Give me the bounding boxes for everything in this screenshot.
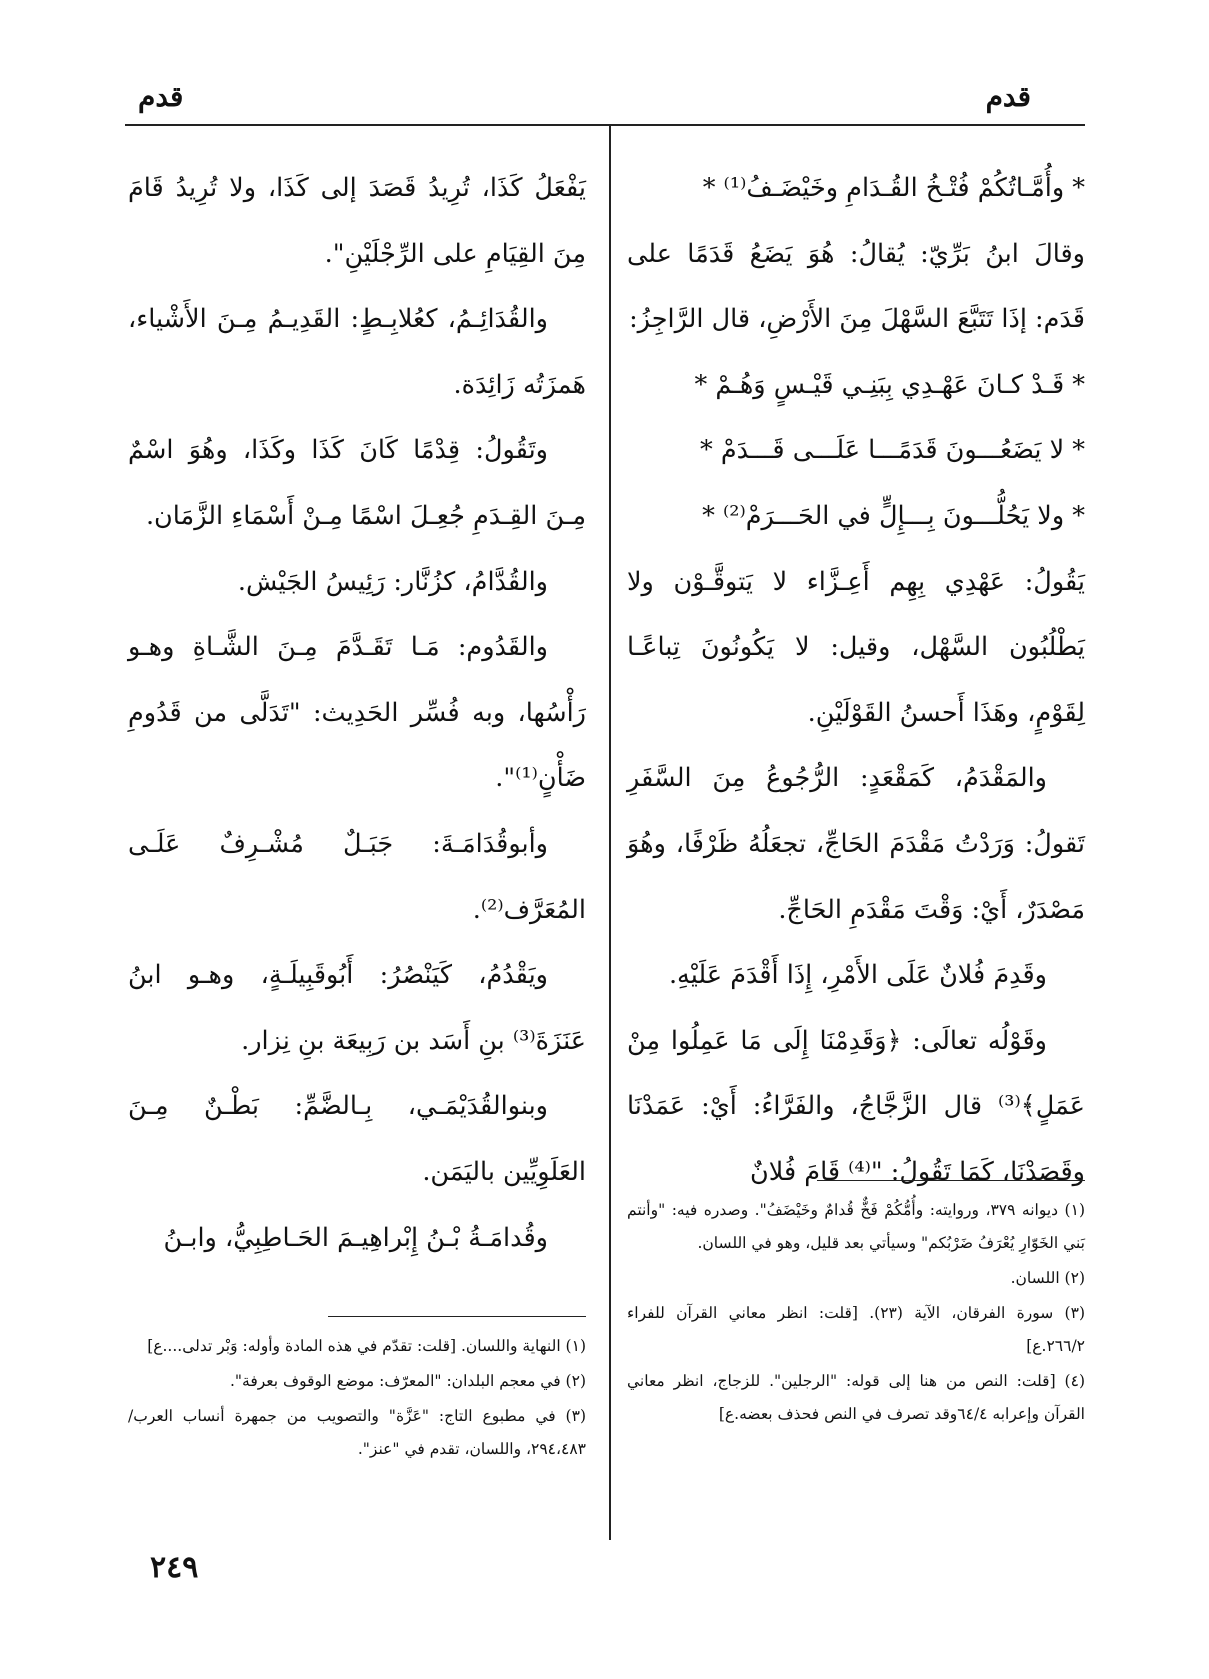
- footnote: (١) ديوانه ٣٧٩، وروايته: وأُمُّكُمْ فَخٌّ قُدامٌ وخَيْضَفُ". وصدره فيه: "وأنتم بَني الخَوّارِ يُعْرَفُ ضَرْبُكم" وسيأتي بعد قليل، وهو في اللسان.: [627, 1201, 1085, 1252]
- footnote-rule-left: [328, 1316, 586, 1317]
- verse-line: * قَـدْ كـانَ عَهْـدِي بِبَنِـي قَيْـسٍ وَهُـمْ *: [694, 369, 1085, 400]
- left-column: [128, 156, 586, 1271]
- footnote: (٣) في مطبوع التاج: "عَزَّة" والتصويب من جمهرة أنساب العرب/٢٩٤،٤٨٣، واللسان، تقدم في "عنز".: [128, 1407, 586, 1458]
- verse-line: * لا يَضَعُـــونَ قَدَمًـــا عَلَـــى قَـــدَمْ *: [699, 435, 1085, 466]
- running-header-left: قدم: [138, 80, 184, 113]
- footnotes-left: [128, 1330, 586, 1468]
- header-rule: [125, 124, 1085, 126]
- paragraph: وتَقُولُ: قِدْمًا كَانَ كَذَا وكَذَا، وهُوَ اسْمٌ مِـنَ القِـدَمِ جُعِـلَ اسْمًا مِـنْ أَسْمَاءِ الزَّمَان.: [128, 435, 586, 531]
- paragraph: يَفْعَلُ كَذَا، تُرِيدُ قَصَدَ إلى كَذَا، ولا تُرِيدُ قَامَ مِنَ القِيَامِ على الرِّجْلَيْنِ".: [128, 173, 586, 269]
- paragraph: وأبوقُدَامَـةَ: جَبَـلٌ مُشْـرِفٌ عَلَـى المُعَرَّف⁽²⁾.: [128, 828, 586, 925]
- footnote: (٣) سورة الفرقان، الآية (٢٣). [قلت: انظر معاني القرآن للفراء ٢٦٦/٢.ع]: [627, 1304, 1085, 1355]
- footnote: (١) النهاية واللسان. [قلت: تقدّم في هذه المادة وأوله: وَبْر تدلى....ع]: [147, 1337, 586, 1355]
- paragraph: وقَوْلُه تعالَى: ﴿وَقَدِمْنَا إِلَى مَا عَمِلُوا مِنْ عَمَلٍ﴾⁽³⁾ قال الزَّجَّاجُ، والفَرَّاءُ: أَيْ: عَمَدْنَا وقَصَدْنَا، كَمَا تَقُولُ: "⁽⁴⁾ قَامَ فُلانٌ: [627, 1025, 1085, 1187]
- running-header-right: قدم: [985, 80, 1031, 113]
- paragraph: وقالَ ابنُ بَرِّيّ: يُقالُ: هُوَ يَضَعُ قَدَمًا على قَدَم: إذَا تَتَبَّعَ السَّهْلَ مِنَ الأَرْضِ، قال الرَّاجِزُ:: [627, 238, 1085, 335]
- verse-line: * ولا يَحُلُّـــونَ بِـــإِلٍّ في الحَـــرَمْ⁽²⁾ *: [702, 500, 1085, 531]
- paragraph: والقَدُوم: مَـا تَقَـدَّمَ مِـنَ الشَّـاةِ وهـو رَأْسُها، وبه فُسِّر الحَدِيث: "تَدَلَّى من قَدُومِ ضَأْنٍ⁽¹⁾".: [128, 632, 586, 794]
- paragraph: يَقُولُ: عَهْدِي بِهِم أَعِـزَّاء لا يَتوقَّـوْن ولا يَطْلُبُون السَّهْل، وقيل: لا يَكُونُونَ تِباعًـا لِقَوْمٍ، وهَذَا أَحسنُ القَوْلَيْنِ.: [627, 566, 1085, 728]
- footnote-rule-right: [817, 1180, 1085, 1181]
- paragraph: ويَقْدُمُ، كَيَنْصُرُ: أَبُوقَبِيلَـةٍ، وهـو ابنُ عَنَزَةَ⁽³⁾ بنِ أَسَد بن رَبِيعَة بنِ نِزار.: [128, 960, 586, 1056]
- paragraph: والقُدَائِـمُ، كعُلابِـطٍ: القَدِيـمُ مِـنَ الأَشْياء، هَمزَتُه زَائِدَة.: [128, 304, 586, 400]
- footnotes-right: [627, 1194, 1085, 1433]
- footnote: (٤) [قلت: النص من هنا إلى قوله: "الرجلين". للزجاج، انظر معاني القرآن وإعرابه ٦٤/٤وقد تصرف في النص فحذف بعضه.ع]: [627, 1372, 1085, 1423]
- column-divider: [609, 126, 611, 1540]
- right-column: [627, 156, 1085, 1206]
- paragraph: وبنوالقُدَيْمَـي، بِـالضَّمِّ: بَطْـنٌ مِـنَ العَلَوِيِّين باليَمَن.: [128, 1091, 586, 1187]
- paragraph: والمَقْدَمُ، كَمَقْعَدٍ: الرُّجُوعُ مِنَ السَّفَرِ تَقولُ: وَرَدْتُ مَقْدَمَ الحَاجِّ، تجعَلُهُ ظَرْفًا، وهُوَ مَصْدَرٌ، أَيْ: وَقْتَ مَقْدَمِ الحَاجِّ.: [627, 763, 1085, 925]
- paragraph: وقَدِمَ فُلانٌ عَلَى الأَمْرِ، إِذَا أَقْدَمَ عَلَيْهِ.: [668, 960, 1047, 991]
- footnote: (٢) اللسان.: [1010, 1269, 1085, 1287]
- paragraph: والقُدَّامُ، كزُنَّار: رَئِيسُ الجَيْش.: [237, 566, 548, 597]
- page-number: ٢٤٩: [150, 1550, 199, 1585]
- verse-line: * وأُمَّـاتُكُمْ فُتْـخُ القُـدَامِ وخَيْضَـفُ⁽¹⁾ *: [702, 173, 1085, 203]
- footnote: (٢) في معجم البلدان: "المعرّف: موضع الوقوف بعرفة".: [229, 1372, 586, 1390]
- paragraph: وقُدامَـةُ بْـنُ إِبْراهِيـمَ الحَـاطِبِيُّ، وابـنُ: [163, 1222, 548, 1253]
